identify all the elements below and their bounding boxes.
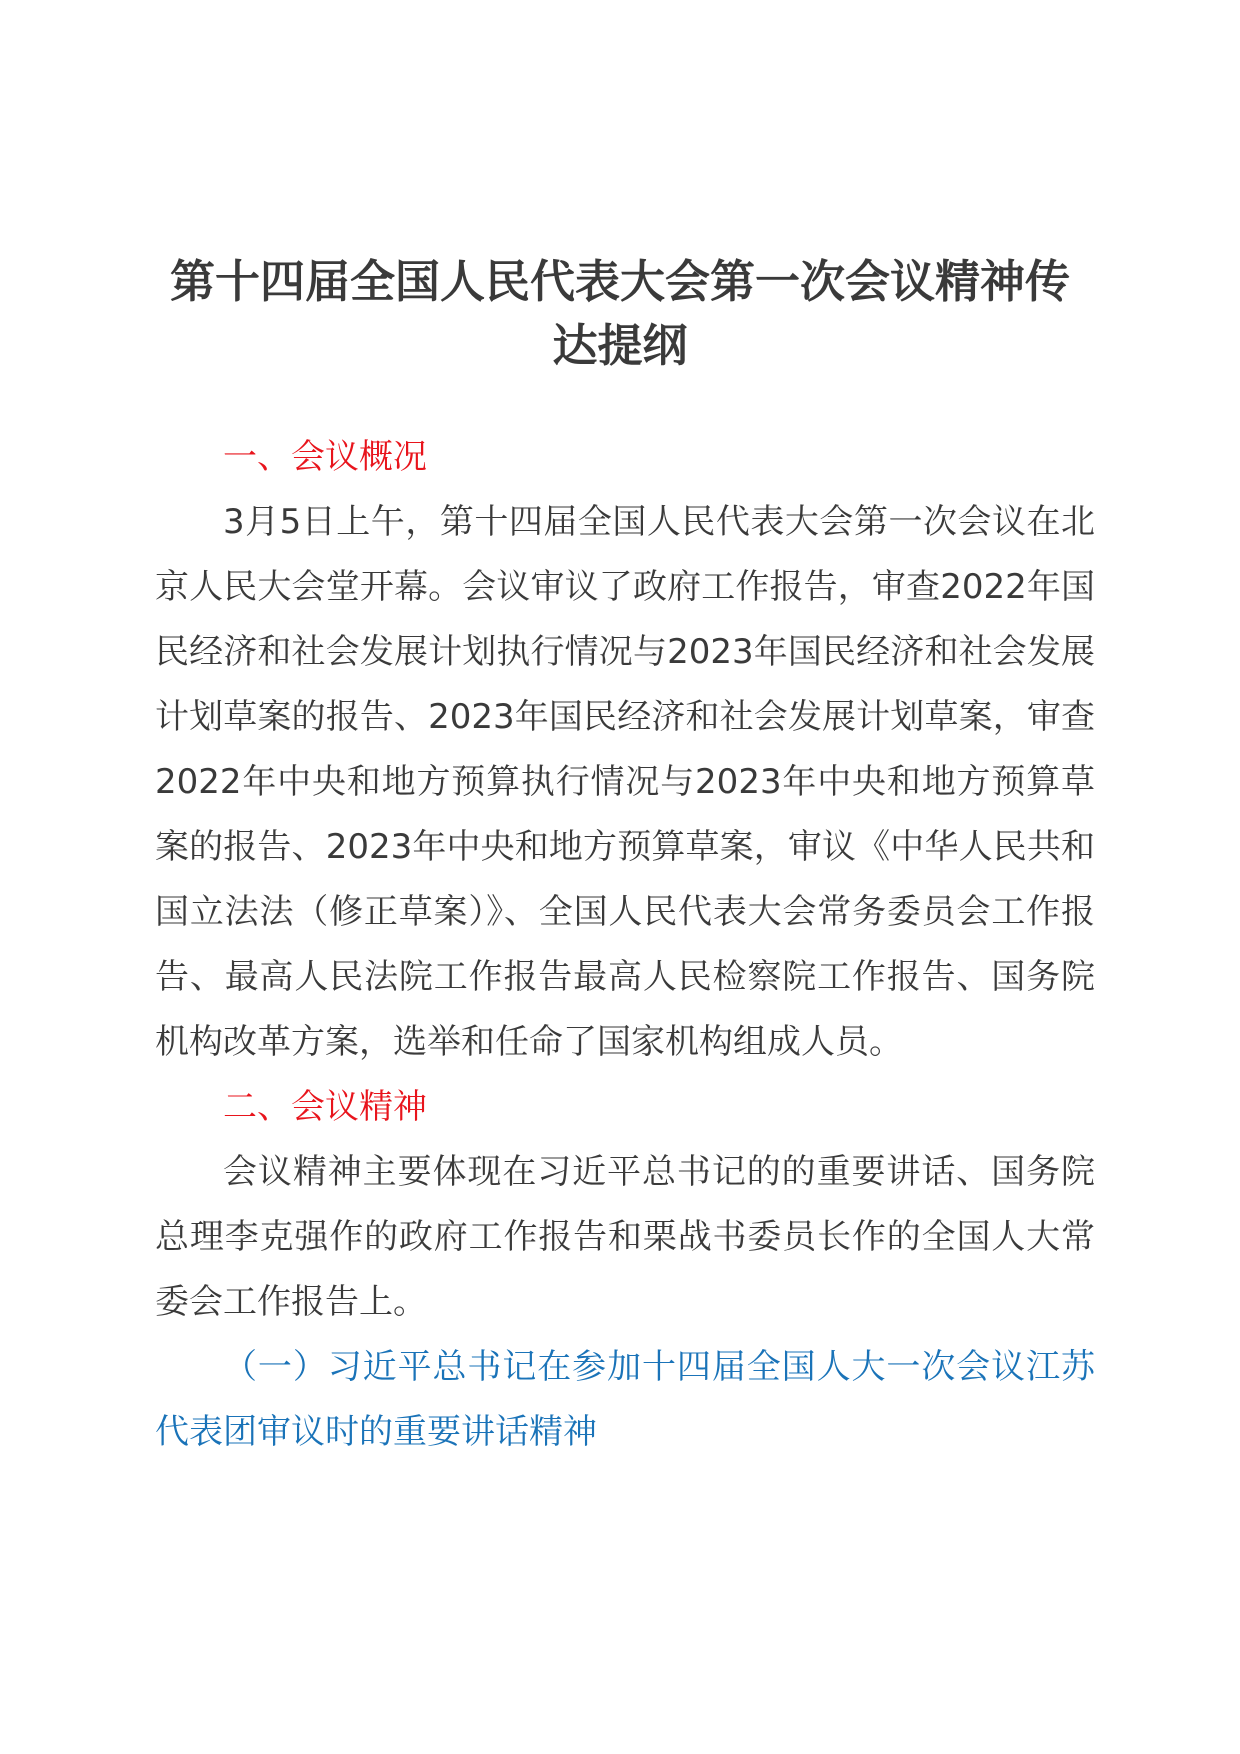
section-heading-spirit: 二、会议精神 <box>223 1087 427 1127</box>
section-body-overview: 3月5日上午，第十四届全国人民代表大会第一次会议在北京人民大会堂开幕。会议审议了政府工作报告，审查2022年国民经济和社会发展计划执行情况与2023年国民经济和社会发展计划草案的报告、2023年国民经济和社会发展计划草案，审查2022年中央和地方预算执行情况与2023年中央和地方预算草案的报告、2023年中央和地方预算草案，审议《中华人民共和国立法法（修正草案）》、全国人民代表大会常务委员会工作报告、最高人民法院工作报告最高人民检察院工作报告、国务院机构改革方案，选举和任命了国家机构组成人员。 <box>155 502 1095 1062</box>
document-body <box>155 425 1095 1465</box>
document-title: 第十四届全国人民代表大会第一次会议精神传达提纲 <box>169 255 1070 372</box>
section-body-spirit: 会议精神主要体现在习近平总书记的的重要讲话、国务院总理李克强作的政府工作报告和栗战书委员长作的全国人大常委会工作报告上。 <box>155 1152 1095 1322</box>
subsection-heading-speech: （一）习近平总书记在参加十四届全国人大一次会议江苏代表团审议时的重要讲话精神 <box>155 1347 1095 1452</box>
section-heading-overview: 一、会议概况 <box>223 437 427 477</box>
